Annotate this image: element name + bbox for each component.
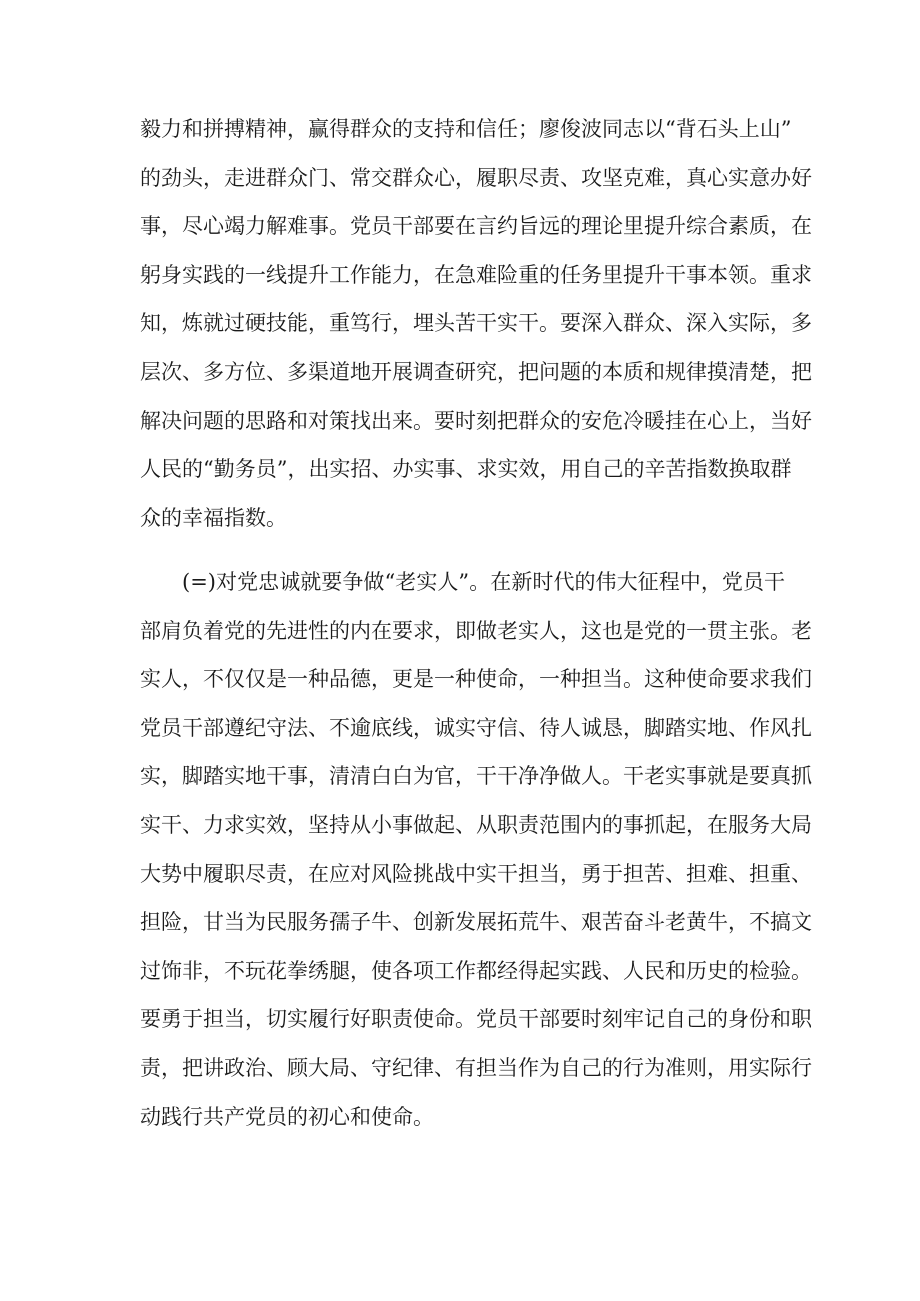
text-line: 担险，甘当为民服务孺子牛、创新发展拓荒牛、艰苦奋斗老黄牛，不搞文 bbox=[140, 910, 812, 935]
text-line: 动践行共产党员的初心和使命。 bbox=[140, 1104, 434, 1129]
text-line: 要勇于担当，切实履行好职责使命。党员干部要时刻牢记自己的身份和职 bbox=[140, 1007, 812, 1032]
text-line: 大势中履职尽责，在应对风险挑战中实干担当，勇于担苦、担难、担重、 bbox=[140, 861, 812, 886]
text-line: 毅力和拼搏精神，赢得群众的支持和信任；廖俊波同志以“背石头上山” bbox=[140, 117, 792, 141]
paragraph-2 bbox=[140, 558, 812, 1141]
text-line: 解决问题的思路和对策找出来。要时刻把群众的安危冷暖挂在心上，当好 bbox=[140, 408, 812, 433]
text-line: 的劲头，走进群众门、常交群众心，履职尽责、攻坚克难，真心实意办好 bbox=[140, 165, 812, 190]
text-line: 实，脚踏实地干事，清清白白为官，干干净净做人。干老实事就是要真抓 bbox=[140, 764, 812, 789]
text-line: 责，把讲政治、顾大局、守纪律、有担当作为自己的行为准则，用实际行 bbox=[140, 1055, 812, 1080]
text-line: 层次、多方位、多渠道地开展调查研究，把问题的本质和规律摸清楚，把 bbox=[140, 359, 812, 384]
text-line: 事，尽心竭力解难事。党员干部要在言约旨远的理论里提升综合素质，在 bbox=[140, 214, 812, 239]
text-line: 知，炼就过硬技能，重笃行，埋头苦干实干。要深入群众、深入实际，多 bbox=[140, 311, 812, 336]
text-line: 党员干部遵纪守法、不逾底线，诚实守信、待人诚恳，脚踏实地、作风扎 bbox=[140, 715, 812, 740]
text-line: 躬身实践的一线提升工作能力，在急难险重的任务里提升干事本领。重求 bbox=[140, 262, 812, 287]
text-line: 过饰非，不玩花拳绣腿，使各项工作都经得起实践、人民和历史的检验。 bbox=[140, 958, 812, 983]
text-line: 实干、力求实效，坚持从小事做起、从职责范围内的事抓起，在服务大局 bbox=[140, 812, 812, 837]
text-line: 众的幸福指数。 bbox=[140, 505, 287, 530]
paragraph-1 bbox=[140, 105, 812, 542]
text-line: 实人，不仅仅是一种品德，更是一种使命，一种担当。这种使命要求我们 bbox=[140, 667, 812, 692]
text-line: 部肩负着党的先进性的内在要求，即做老实人，这也是党的一贯主张。老 bbox=[140, 618, 812, 643]
text-line: (=)对党忠诚就要争做“老实人”。在新时代的伟大征程中，党员干 bbox=[182, 570, 785, 594]
text-line: 人民的“勤务员”，出实招、办实事、求实效，用自己的辛苦指数换取群 bbox=[140, 457, 792, 482]
